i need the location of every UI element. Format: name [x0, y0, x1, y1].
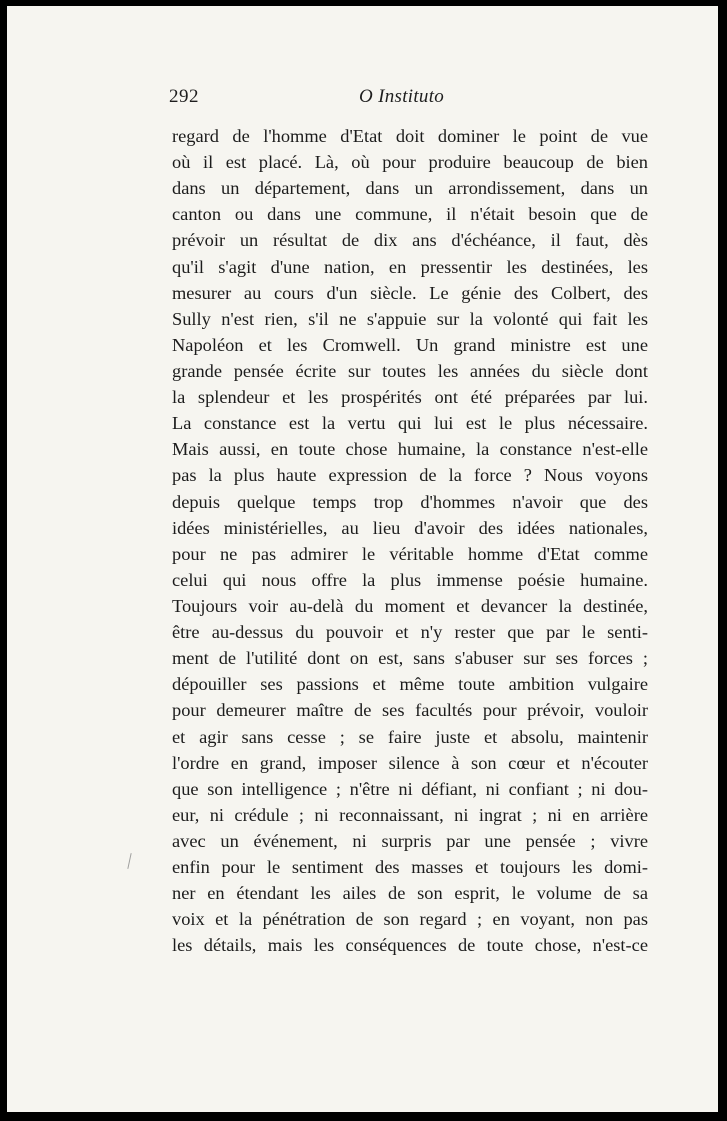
text-line: dépouiller ses passions et même toute ambition vulgaire: [172, 674, 648, 695]
stray-ink-mark: [127, 853, 131, 869]
text-line: que son intelligence ; n'être ni défiant, ni confiant ; ni dou-: [172, 778, 648, 799]
text-line: Sully n'est rien, s'il ne s'appuie sur la volonté qui fait les: [172, 308, 648, 329]
text-line: eur, ni crédule ; ni reconnaissant, ni ingrat ; ni en arrière: [172, 804, 648, 825]
text-line: les détails, mais les conséquences de toute chose, n'est-ce: [172, 935, 648, 956]
text-line: pour demeurer maître de ses facultés pour prévoir, vouloir: [172, 700, 648, 721]
text-line: pour ne pas admirer le véritable homme d'Etat comme: [172, 543, 648, 564]
text-line: grande pensée écrite sur toutes les années du siècle dont: [172, 360, 648, 381]
text-line: qu'il s'agit d'une nation, en pressentir les destinées, les: [172, 256, 648, 277]
text-line: où il est placé. Là, où pour produire beaucoup de bien: [172, 152, 648, 173]
text-line: voix et la pénétration de son regard ; en voyant, non pas: [172, 909, 648, 930]
text-line: pas la plus haute expression de la force ? Nous voyons: [172, 465, 648, 486]
text-line: La constance est la vertu qui lui est le plus nécessaire.: [172, 413, 648, 434]
text-line: prévoir un résultat de dix ans d'échéance, il faut, dès: [172, 230, 648, 251]
book-page: [7, 6, 718, 1112]
text-line: Toujours voir au-delà du moment et devancer la destinée,: [172, 595, 648, 616]
text-line: avec un événement, ni surpris par une pensée ; vivre: [172, 830, 648, 851]
text-line: enfin pour le sentiment des masses et toujours les domi-: [172, 857, 648, 878]
page-number: 292: [169, 86, 199, 107]
text-line: Mais aussi, en toute chose humaine, la constance n'est-elle: [172, 439, 648, 460]
text-line: l'ordre en grand, imposer silence à son cœur et n'écouter: [172, 752, 648, 773]
text-line: celui qui nous offre la plus immense poésie humaine.: [172, 569, 648, 590]
text-line: idées ministérielles, au lieu d'avoir des idées nationales,: [172, 517, 648, 538]
text-line: depuis quelque temps trop d'hommes n'avoir que des: [172, 491, 648, 512]
body-text: [172, 123, 648, 959]
page-header: [7, 86, 718, 112]
text-line: canton ou dans une commune, il n'était besoin que de: [172, 204, 648, 225]
text-line: ment de l'utilité dont on est, sans s'abuser sur ses forces ;: [172, 648, 648, 669]
text-line: ner en étendant les ailes de son esprit, le volume de sa: [172, 883, 648, 904]
text-line: la splendeur et les prospérités ont été préparées par lui.: [172, 387, 648, 408]
text-line: dans un département, dans un arrondissement, dans un: [172, 178, 648, 199]
running-title: O Instituto: [359, 86, 445, 107]
text-line: regard de l'homme d'Etat doit dominer le point de vue: [172, 126, 648, 146]
text-line: Napoléon et les Cromwell. Un grand ministre est une: [172, 334, 648, 355]
text-line: et agir sans cesse ; se faire juste et absolu, maintenir: [172, 726, 648, 747]
text-line: être au-dessus du pouvoir et n'y rester que par le senti-: [172, 622, 648, 643]
text-line: mesurer au cours d'un siècle. Le génie des Colbert, des: [172, 282, 648, 303]
